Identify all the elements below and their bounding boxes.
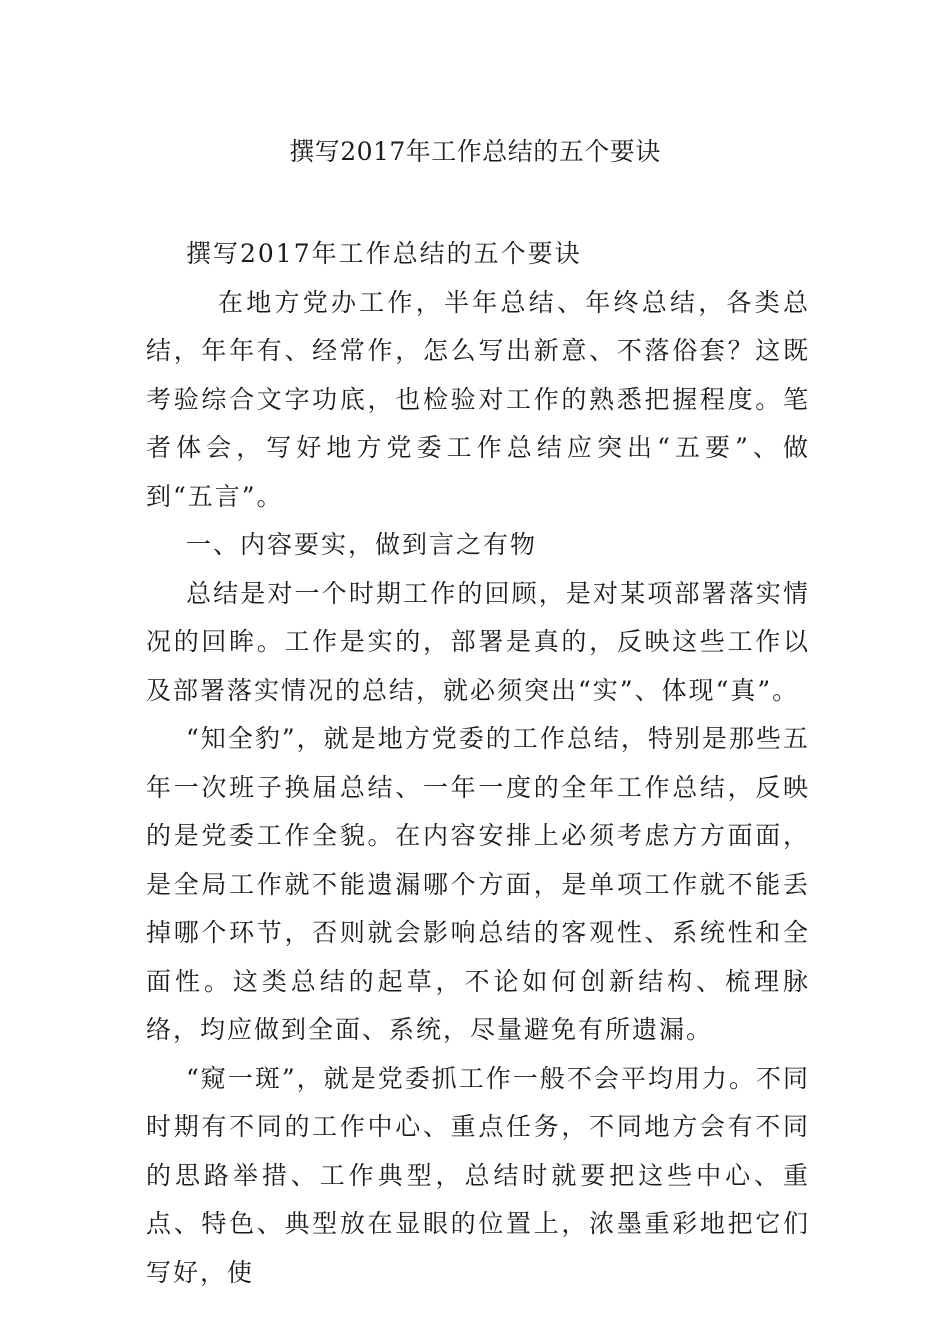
paragraph-know-whole: “知全豹”，就是地方党委的工作总结，特别是那些五年一次班子换届总结、一年一度的全年工作总结，反映的是党委工作全貌。在内容安排上必须考虑方方面面，是全局工作就不能遗漏哪个方面，是单项工作就不能丢掉哪个环节，否则就会影响总结的客观性、系统性和全面性。这类总结的起草，不论如何创新结构、梳理脉络，均应做到全面、系统，尽量避免有所遗漏。 [146,724,810,1044]
paragraph-summary: 总结是对一个时期工作的回顾，是对某项部署落实情况的回眸。工作是实的，部署是真的，反映这些工作以及部署落实情况的总结，就必须突出“实”、体现“真”。 [146,578,810,705]
body-heading: 撰写2017年工作总结的五个要诀 [186,239,582,268]
paragraph-glimpse: “窥一斑”，就是党委抓工作一般不会平均用力。不同时期有不同的工作中心、重点任务，不同地方会有不同的思路举措、工作典型，总结时就要把这些中心、重点、特色、典型放在显眼的位置上，浓墨重彩地把它们写好，使 [146,1063,810,1287]
section-heading-1: 一、内容要实，做到言之有物 [186,530,538,559]
document-title: 撰写2017年工作总结的五个要诀 [289,137,661,166]
document-body [146,230,810,1297]
paragraph-intro: 在地方党办工作，半年总结、年终总结，各类总结，年年有、经常作，怎么写出新意、不落俗套？这既考验综合文字功底，也检验对工作的熟悉把握程度。笔者体会，写好地方党委工作总结应突出“五要”、做到“五言”。 [146,287,810,511]
